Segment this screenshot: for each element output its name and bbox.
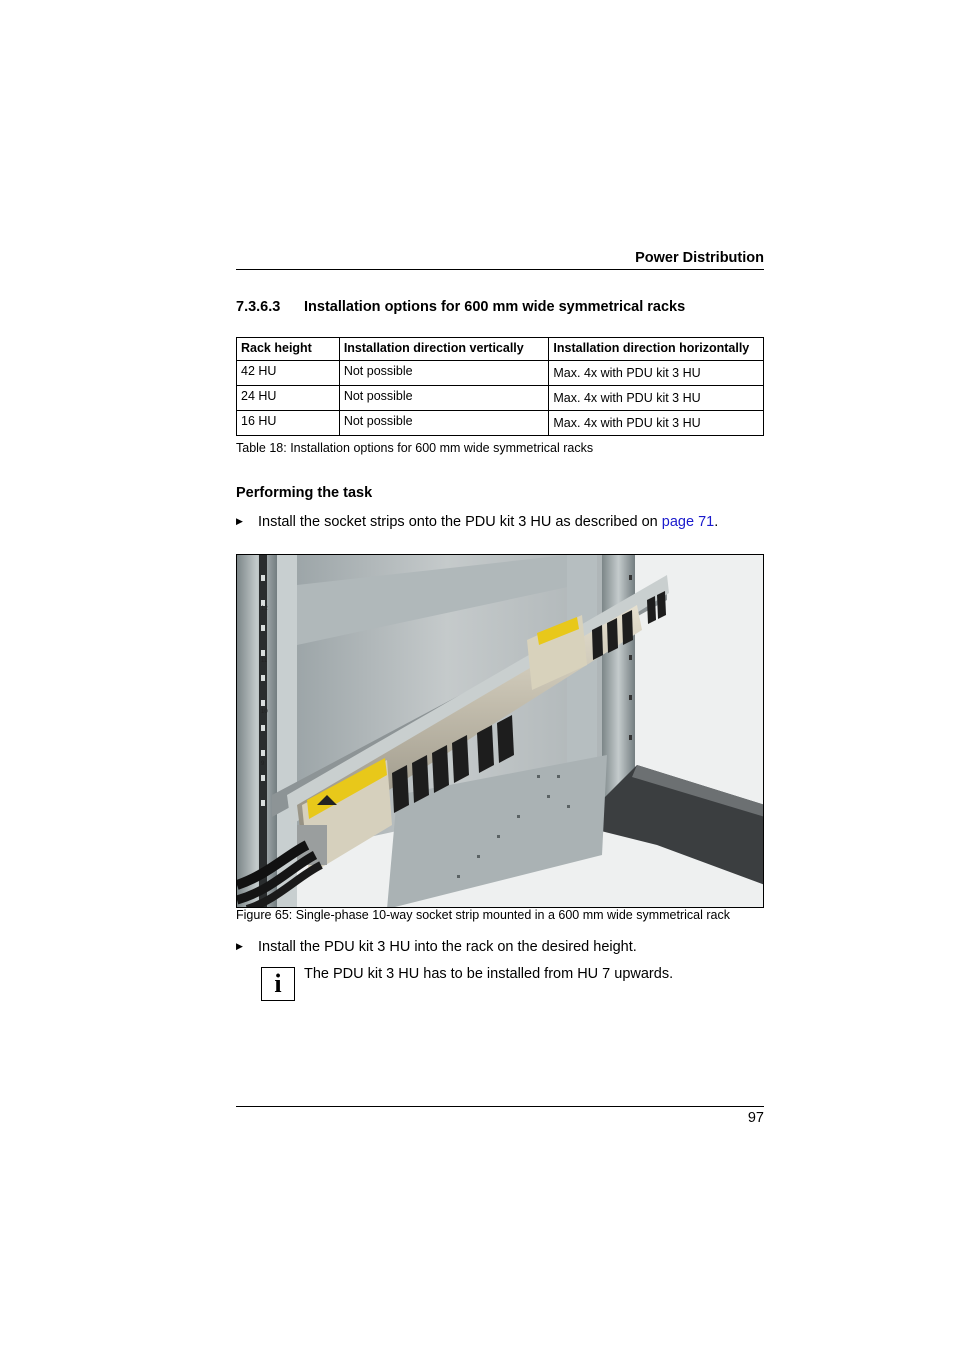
bullet-arrow-icon: ▶ [236,516,243,526]
step-text: Install the socket strips onto the PDU kit 3 HU as described on [258,514,662,530]
rail-number: 11 [261,658,268,664]
cell-rack-height: 42 HU [237,361,340,386]
cell-vertical: Not possible [339,386,549,411]
bullet-arrow-icon: ▶ [236,941,243,951]
step-install-socket-strips [236,512,718,531]
cell-horizontal: Max. 4x with PDU kit 3 HU [549,361,764,386]
rail-number: 9 [261,761,265,767]
rack-photo-illustration [237,555,764,908]
page-number: 97 [747,1110,764,1126]
cell-vertical: Not possible [339,411,549,436]
rail-number: 12 [261,606,268,612]
step-text: Install the PDU kit 3 HU into the rack on the desired height. [258,939,637,955]
table-row [237,386,764,411]
task-heading: Performing the task [236,485,373,501]
footer-rule [236,1106,764,1107]
cell-horizontal: Max. 4x with PDU kit 3 HU [549,411,764,436]
cell-rack-height: 24 HU [237,386,340,411]
installation-options-table [236,337,764,436]
table-caption: Table 18: Installation options for 600 mm wide symmetrical racks [236,441,594,455]
step-text-end: . [714,514,719,530]
table-row [237,361,764,386]
section-title: Installation options for 600 mm wide symmetrical racks [304,299,686,315]
column-header-rack-height: Rack height [237,338,340,361]
cell-vertical: Not possible [339,361,549,386]
cell-horizontal: Max. 4x with PDU kit 3 HU [549,386,764,411]
table-header-row [237,338,764,361]
info-note: The PDU kit 3 HU has to be installed from HU 7 upwards. [304,966,674,982]
step-install-pdu-kit [236,937,637,956]
cell-rack-height: 16 HU [237,411,340,436]
running-header: Power Distribution [236,248,764,270]
page-71-link[interactable]: page 71 [661,514,715,530]
figure-caption: Figure 65: Single-phase 10-way socket strip mounted in a 600 mm wide symmetrical rack [236,908,730,922]
figure-socket-strip-photo [236,554,764,908]
rail-number: 10 [261,709,268,715]
column-header-vertical: Installation direction vertically [339,338,549,361]
table-row [237,411,764,436]
section-number: 7.3.6.3 [236,299,281,315]
column-header-horizontal: Installation direction horizontally [549,338,764,361]
section-heading [236,297,764,317]
info-icon: i [261,967,295,1001]
